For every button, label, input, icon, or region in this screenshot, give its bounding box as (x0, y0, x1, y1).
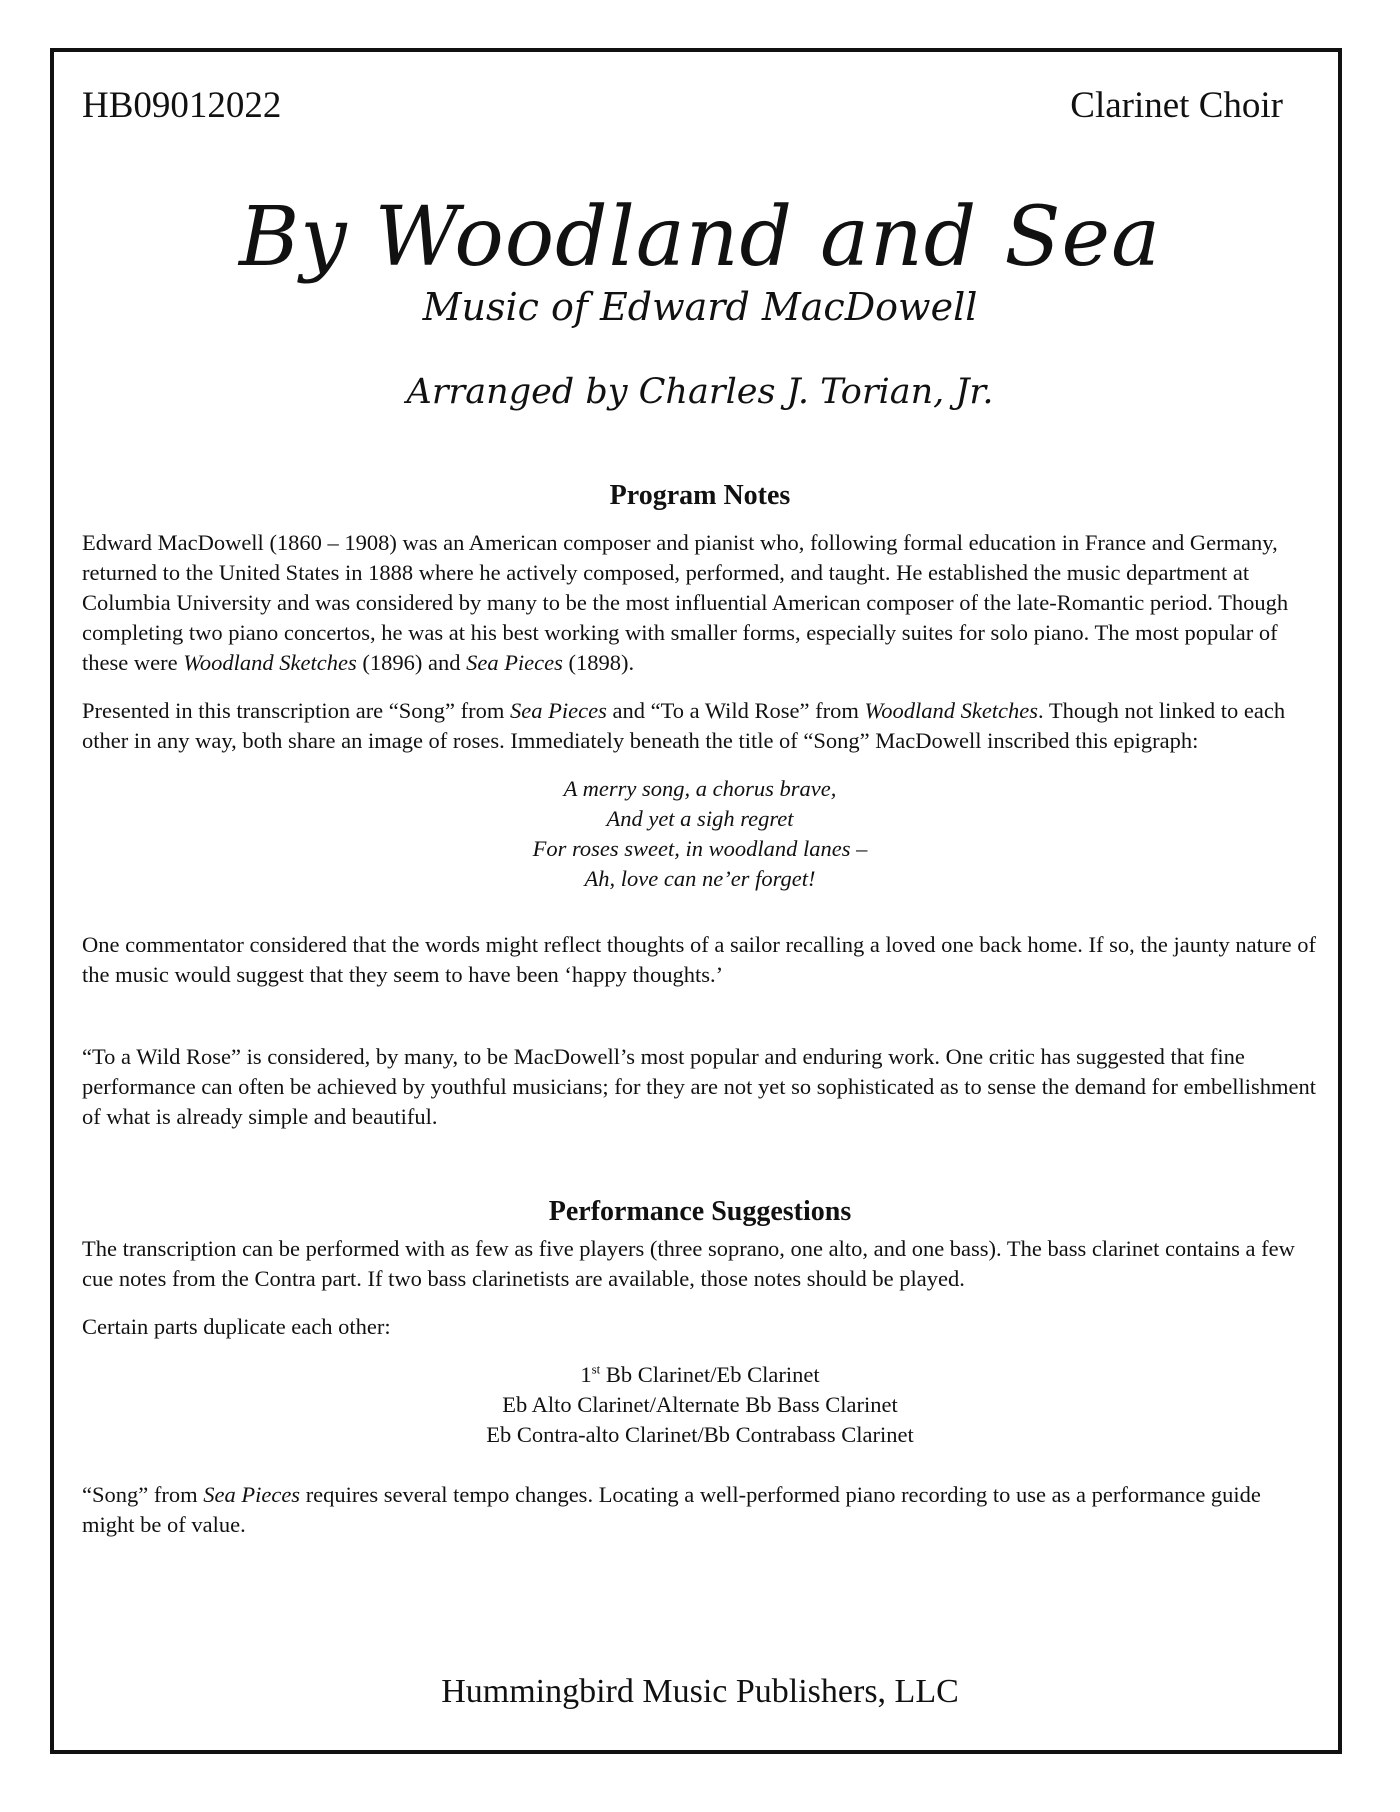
epigraph-line: Ah, love can ne’er forget! (584, 866, 816, 891)
arranger-credit: Arranged by Charles J. Torian, Jr. (406, 372, 994, 412)
publisher-name: Hummingbird Music Publishers, LLC (441, 1673, 959, 1710)
catalog-number: HB09012022 (82, 85, 282, 126)
work-title: Sea Pieces (510, 698, 607, 723)
work-title: Woodland Sketches (864, 698, 1039, 723)
epigraph (82, 774, 1318, 894)
spacer (82, 1132, 1318, 1194)
performance-suggestions-heading: Performance Suggestions (548, 1196, 852, 1227)
header (82, 84, 1283, 128)
parts-line: Eb Contra-alto Clarinet/Bb Contrabass Clarinet (486, 1422, 914, 1447)
spacer (82, 1020, 1318, 1042)
epigraph-line: A merry song, a chorus brave, (563, 776, 837, 801)
program-notes-paragraph-3: One commentator considered that the words might reflect thoughts of a sailor recalling a loved one back home. If so, the jaunty nature of the music would suggest that they seem to have been ‘happy thoughts.’ (82, 932, 1316, 987)
performance-paragraph-1: The transcription can be performed with as few as five players (three soprano, one alto, and one bass). The bass clarinet contains a few cue notes from the Contra part. If two bass clarinetists are available, those notes should be played. (82, 1236, 1295, 1291)
work-title: Sea Pieces (203, 1482, 301, 1507)
work-title: Woodland Sketches (183, 650, 357, 675)
performance-paragraph-3: “Song” from Sea Pieces requires several tempo changes. Locating a well-performed piano recording to use as a performance guide might be of value. (82, 1482, 1261, 1537)
duplicate-parts-list (82, 1360, 1318, 1450)
epigraph-line: And yet a sigh regret (606, 806, 794, 831)
main-content (82, 478, 1318, 1540)
program-notes-paragraph-2: Presented in this transcription are “Song” from Sea Pieces and “To a Wild Rose” from Woodland Sketches. Though not linked to each other in any way, both share an image of roses. Immediately beneath the title of “Song” MacDowell inscribed this epigraph: (82, 698, 1286, 753)
piece-subtitle: Music of Edward MacDowell (422, 285, 978, 329)
program-notes-paragraph-4: “To a Wild Rose” is considered, by many, to be MacDowell’s most popular and enduring work. One critic has suggested that fine performance can often be achieved by youthful musicians; for they are not yet so sophisticated as to sense the demand for embellishment of what is already simple and beautiful. (82, 1044, 1316, 1129)
spacer (82, 990, 1318, 1020)
program-notes-paragraph-1: Edward MacDowell (1860 – 1908) was an American composer and pianist who, following formal education in France and Germany, returned to the United States in 1888 where he actively composed, performed, and taught. He established the music department at Columbia University and was considered by many to be the most influential American composer of the late-Romantic period. Though completing two piano concertos, he was at his best working with smaller forms, especially suites for solo piano. The most popular of these were Woodland Sketches (1896) and Sea Pieces (1898). (82, 530, 1289, 675)
piece-title: By Woodland and Sea (239, 190, 1161, 285)
work-title: Sea Pieces (466, 650, 563, 675)
performance-paragraph-2: Certain parts duplicate each other: (82, 1314, 391, 1339)
ensemble-label: Clarinet Choir (1070, 85, 1283, 126)
program-notes-heading: Program Notes (609, 480, 791, 511)
parts-line: Eb Alto Clarinet/Alternate Bb Bass Clarinet (502, 1392, 898, 1417)
parts-line: 1st Bb Clarinet/Eb Clarinet (580, 1361, 820, 1387)
epigraph-line: For roses sweet, in woodland lanes – (532, 836, 868, 861)
